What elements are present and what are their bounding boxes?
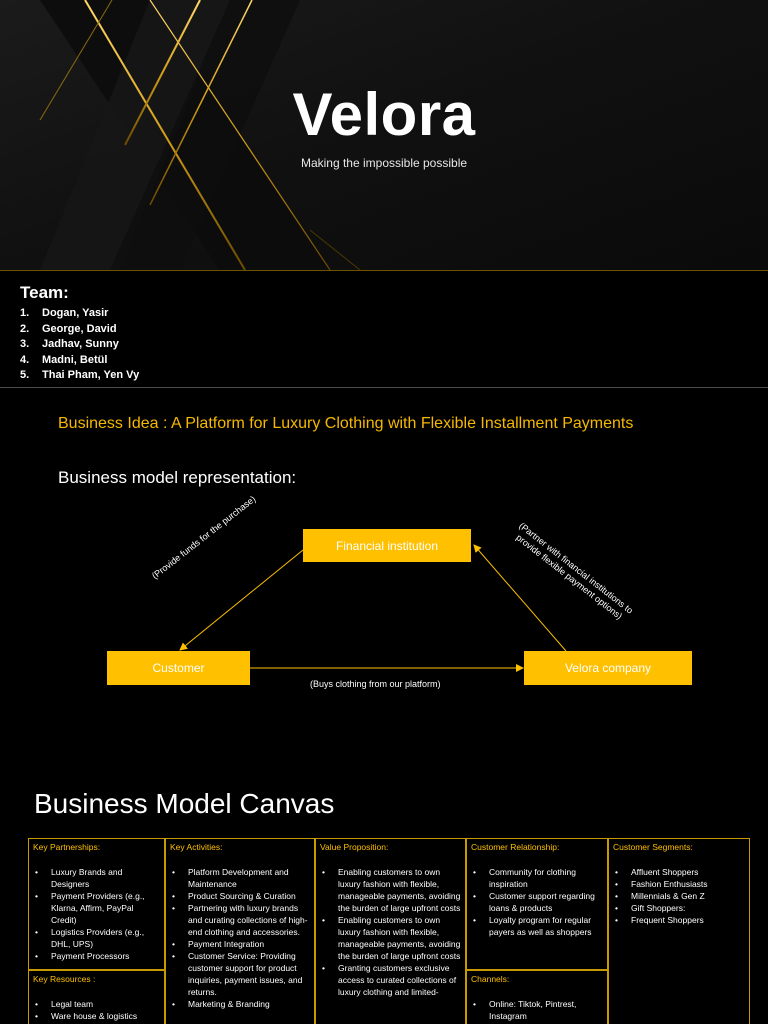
canvas-title: Business Model Canvas [34, 788, 335, 819]
cell-heading: Customer Segments: [613, 842, 693, 852]
list-item: • Payment Processors [33, 950, 160, 962]
list-item: • Community for clothing inspiration [471, 866, 603, 890]
team-member: 1. Dogan, Yasir [20, 307, 109, 319]
velora-company-box: Velora company [524, 651, 692, 685]
list-item: • Granting customers exclusive access to curated collections of luxury clothing and limited- [320, 962, 461, 998]
list-item: • Payment Providers (e.g., Klarna, Affirm, PayPal Credit) [33, 890, 160, 926]
list-item: • Enabling customers to own luxury fashion with flexible, manageable payments, avoiding the burden of large upfront costs [320, 914, 461, 962]
team-member: 2. George, David [20, 322, 117, 335]
cell-heading: Channels: [471, 974, 510, 984]
model-heading: Business model representation: [58, 468, 297, 487]
customer-relationship-cell [466, 838, 608, 970]
key-activities-cell [165, 838, 315, 1024]
key-partnerships-cell [28, 838, 165, 970]
value-proposition-cell [315, 838, 466, 1024]
list-item: • Online: Tiktok, Pintrest, Instagram [471, 998, 603, 1022]
relation-funds-label: (Provide funds for the purchase) [150, 493, 258, 581]
arrow-funds [180, 550, 303, 650]
list-item: • Loyalty program for regular payers as well as shoppers [471, 914, 603, 938]
cell-heading: Key Activities: [170, 842, 223, 852]
team-section [0, 270, 768, 387]
relation-partner-label: (Partner with financial institutions to provide flexible payment options) [514, 520, 635, 622]
cell-heading: Customer Relationship: [471, 842, 560, 852]
customer-segments-cell [608, 838, 750, 1024]
list-item: • Luxury Brands and Designers [33, 866, 160, 890]
channels-cell [466, 970, 608, 1024]
cell-heading: Value Proposition: [320, 842, 389, 852]
title-slide [0, 0, 768, 270]
list-item: • Payment Integration [170, 938, 310, 950]
list-item: • Millennials & Gen Z [613, 890, 745, 902]
key-resources-cell [28, 970, 165, 1024]
relation-buys-label: (Buys clothing from our platform) [310, 679, 441, 689]
list-item: • Product Sourcing & Curation [170, 890, 310, 902]
team-heading: Team: [20, 283, 69, 302]
list-item: • Fashion Enthusiasts [613, 878, 745, 890]
brand-tagline: Making the impossible possible [300, 156, 468, 170]
list-item: • Affluent Shoppers [613, 866, 745, 878]
list-item: • Logistics Providers (e.g., DHL, UPS) [33, 926, 160, 950]
team-member: 4. Madni, Betül [20, 353, 108, 366]
list-item: • Enabling customers to own luxury fashion with flexible, manageable payments, avoiding the burden of large upfront costs [320, 866, 461, 914]
business-idea: Business Idea : A Platform for Luxury Clothing with Flexible Installment Payments [58, 415, 634, 432]
list-item: • Partnering with luxury brands and curating collections of high-end clothing and accessories. [170, 902, 310, 938]
relation-arrows [0, 388, 768, 774]
team-member: 5. Thai Pham, Yen Vy [20, 369, 140, 381]
list-item: • Frequent Shoppers [613, 914, 745, 926]
brand-title: Velora [292, 81, 476, 148]
customer-box: Customer [107, 651, 250, 685]
list-item: • Ware house & logistics [33, 1010, 160, 1022]
business-model-canvas-slide [0, 774, 768, 1024]
list-item: • Customer Service: Providing customer support for product inquiries, payment issues, and returns. [170, 950, 310, 998]
cell-heading: Key Resources : [33, 974, 96, 984]
business-model-slide [0, 387, 768, 775]
list-item: • Legal team [33, 998, 160, 1010]
team-member: 3. Jadhav, Sunny [20, 338, 119, 350]
team-member-list [20, 306, 139, 384]
financial-institution-box: Financial institution [303, 529, 471, 562]
list-item: • Platform Development and Maintenance [170, 866, 310, 890]
list-item: • Marketing & Branding [170, 998, 310, 1010]
list-item: • Customer support regarding loans & products [471, 890, 603, 914]
list-item: • Gift Shoppers: [613, 902, 745, 914]
cell-heading: Key Partnerships: [33, 842, 101, 852]
